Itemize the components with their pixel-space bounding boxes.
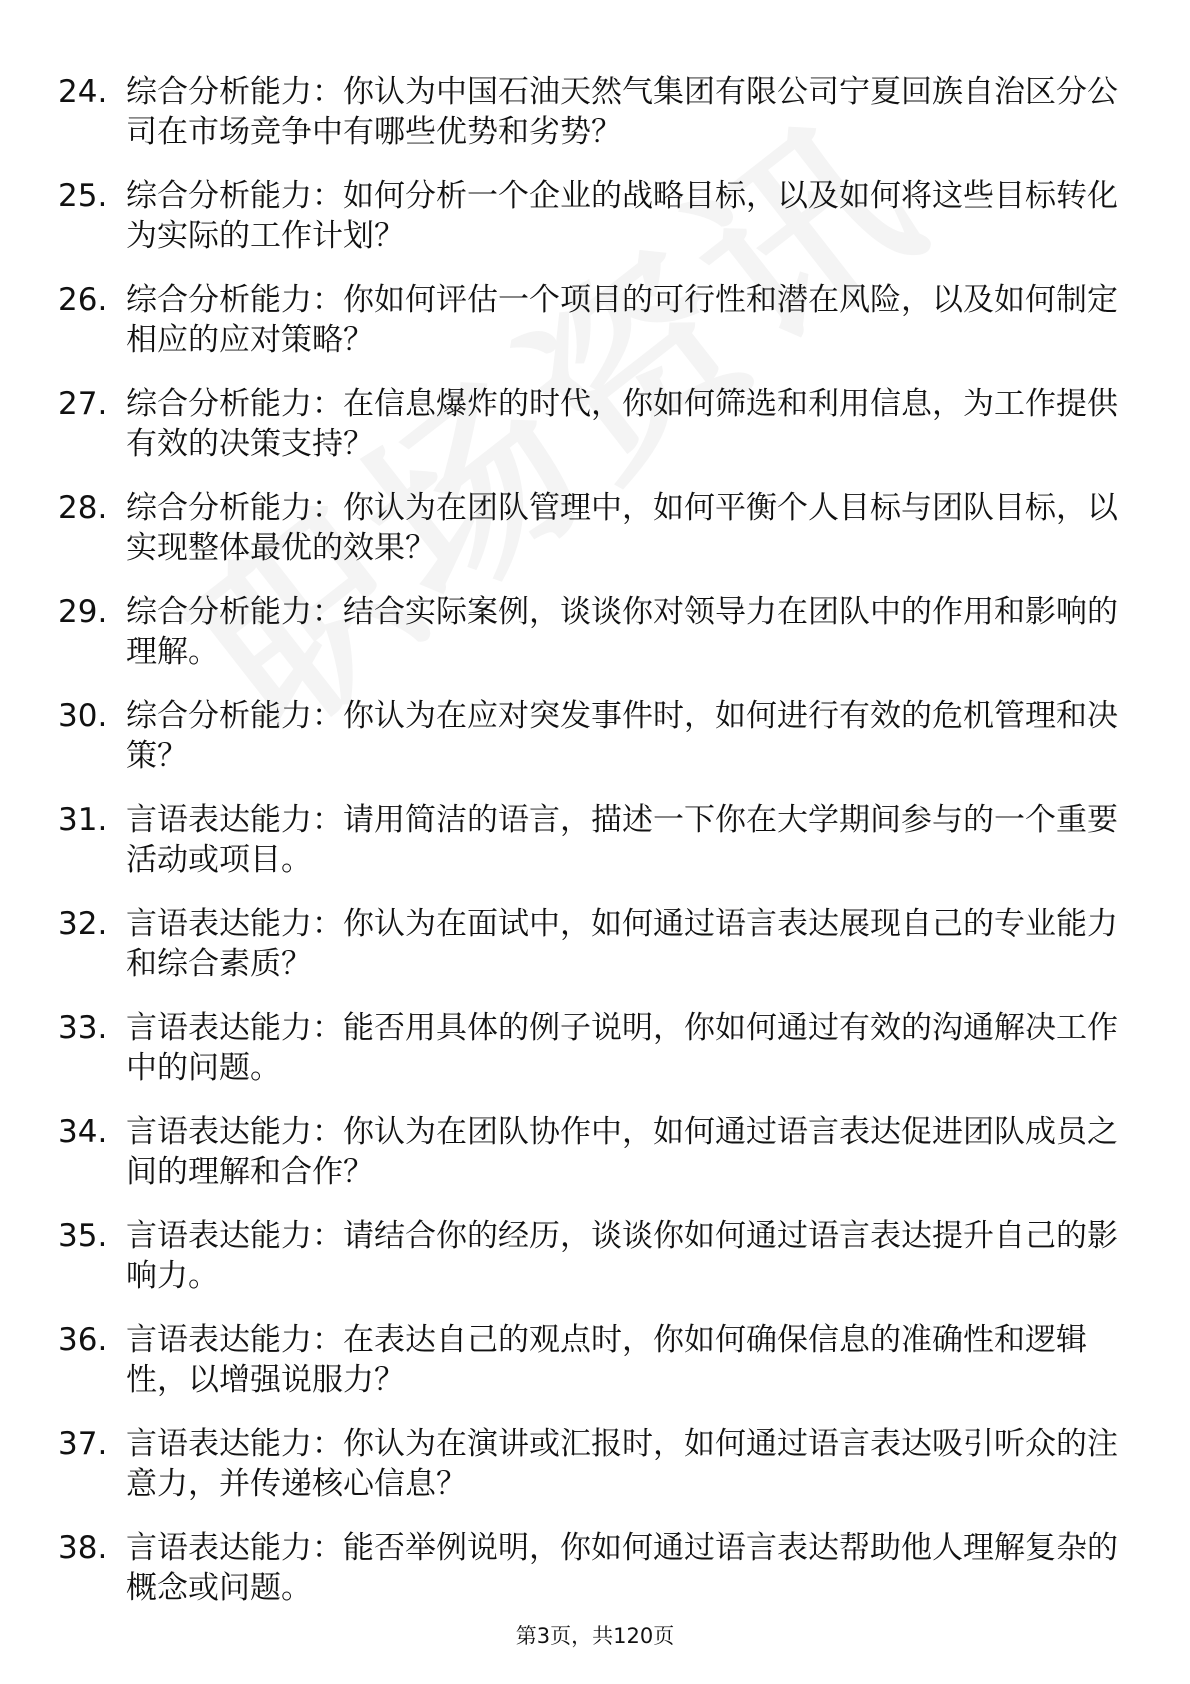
- page-footer: 第3页，共120页: [515, 1624, 675, 1648]
- question-text: 综合分析能力：你认为中国石油天然气集团有限公司宁夏回族自治区分公司在市场竞争中有哪些优势和劣势？: [126, 74, 1118, 150]
- question-text: 言语表达能力：能否用具体的例子说明，你如何通过有效的沟通解决工作中的问题。: [126, 1010, 1118, 1086]
- question-item: [58, 1216, 1118, 1296]
- question-list: [58, 72, 1118, 1632]
- question-number: 36.: [58, 1322, 108, 1358]
- question-number: 37.: [58, 1426, 108, 1462]
- question-text: 综合分析能力：你认为在应对突发事件时，如何进行有效的危机管理和决策？: [126, 698, 1118, 774]
- question-item: [58, 1320, 1118, 1400]
- question-number: 31.: [58, 802, 108, 838]
- question-text: 言语表达能力：你认为在团队协作中，如何通过语言表达促进团队成员之间的理解和合作？: [126, 1114, 1118, 1190]
- question-item: [58, 1112, 1118, 1192]
- question-item: [58, 1008, 1118, 1088]
- question-number: 35.: [58, 1218, 108, 1254]
- question-item: [58, 384, 1118, 464]
- question-number: 28.: [58, 490, 108, 526]
- question-number: 24.: [58, 74, 108, 110]
- question-text: 言语表达能力：你认为在演讲或汇报时，如何通过语言表达吸引听众的注意力，并传递核心信息？: [126, 1426, 1118, 1502]
- question-text: 综合分析能力：在信息爆炸的时代，你如何筛选和利用信息，为工作提供有效的决策支持？: [126, 386, 1118, 462]
- question-text: 综合分析能力：你认为在团队管理中，如何平衡个人目标与团队目标，以实现整体最优的效果？: [126, 490, 1118, 566]
- question-number: 38.: [58, 1530, 108, 1566]
- question-item: [58, 280, 1118, 360]
- question-item: [58, 696, 1118, 776]
- question-item: [58, 488, 1118, 568]
- question-text: 综合分析能力：结合实际案例，谈谈你对领导力在团队中的作用和影响的理解。: [126, 594, 1118, 670]
- question-number: 32.: [58, 906, 108, 942]
- question-item: [58, 176, 1118, 256]
- question-number: 33.: [58, 1010, 108, 1046]
- question-text: 言语表达能力：你认为在面试中，如何通过语言表达展现自己的专业能力和综合素质？: [126, 906, 1118, 982]
- question-number: 34.: [58, 1114, 108, 1150]
- question-text: 综合分析能力：你如何评估一个项目的可行性和潜在风险，以及如何制定相应的应对策略？: [126, 282, 1118, 358]
- question-number: 30.: [58, 698, 108, 734]
- question-item: [58, 592, 1118, 672]
- question-text: 言语表达能力：能否举例说明，你如何通过语言表达帮助他人理解复杂的概念或问题。: [126, 1530, 1118, 1606]
- question-number: 26.: [58, 282, 108, 318]
- question-text: 言语表达能力：请用简洁的语言，描述一下你在大学期间参与的一个重要活动或项目。: [126, 802, 1118, 878]
- question-number: 29.: [58, 594, 108, 630]
- question-item: [58, 1528, 1118, 1608]
- question-text: 综合分析能力：如何分析一个企业的战略目标，以及如何将这些目标转化为实际的工作计划？: [126, 178, 1118, 254]
- question-number: 27.: [58, 386, 108, 422]
- question-item: [58, 1424, 1118, 1504]
- question-item: [58, 904, 1118, 984]
- question-item: [58, 800, 1118, 880]
- question-text: 言语表达能力：在表达自己的观点时，你如何确保信息的准确性和逻辑性，以增强说服力？: [126, 1322, 1087, 1398]
- question-number: 25.: [58, 178, 108, 214]
- question-item: [58, 72, 1118, 152]
- question-text: 言语表达能力：请结合你的经历，谈谈你如何通过语言表达提升自己的影响力。: [126, 1218, 1118, 1294]
